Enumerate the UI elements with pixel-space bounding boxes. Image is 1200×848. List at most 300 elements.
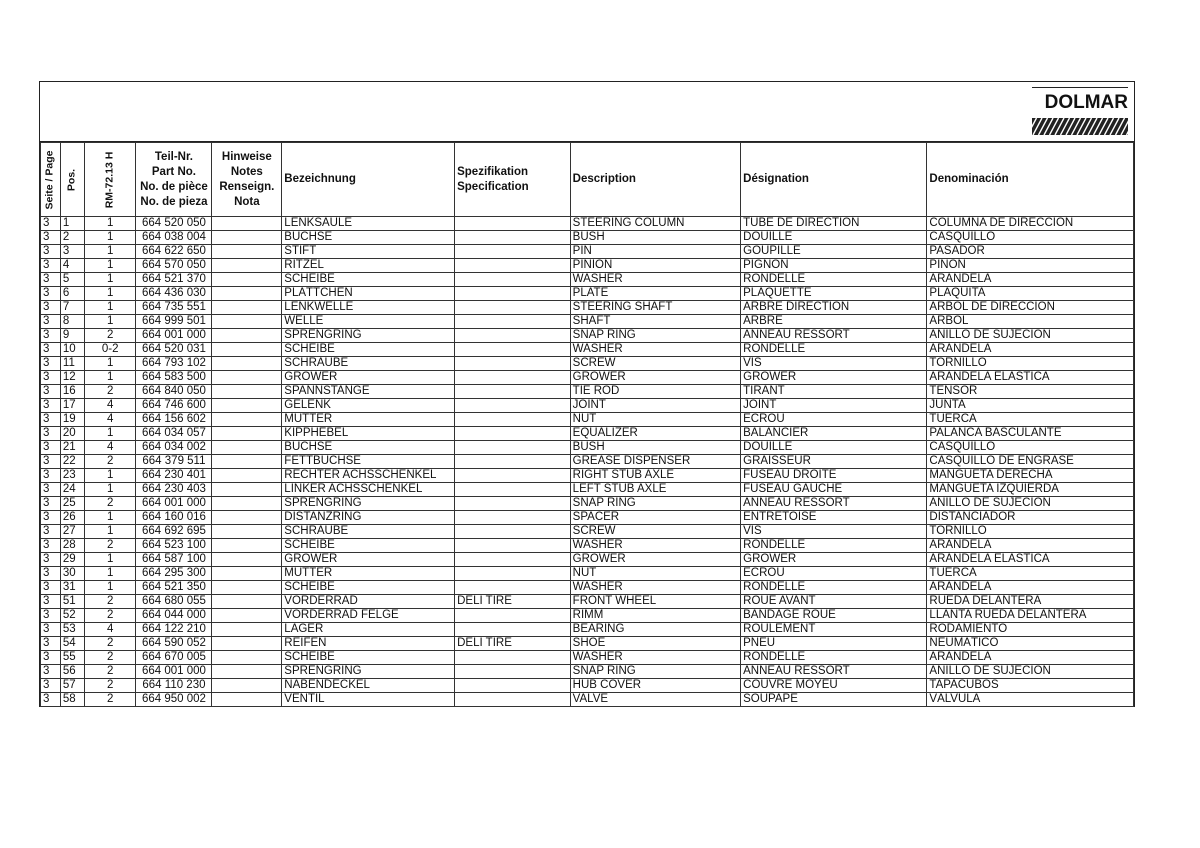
table-row	[41, 231, 1134, 245]
cell-part-no: 664 379 511	[136, 455, 212, 469]
cell-description: SCREW	[570, 525, 740, 539]
cell-description: WASHER	[570, 581, 740, 595]
cell-part-no: 664 001 000	[136, 329, 212, 343]
table-body	[41, 217, 1134, 707]
cell-qty: 1	[84, 567, 136, 581]
header-pos: Pos.	[60, 143, 84, 217]
header-notes: Hinweise Notes Renseign. Nota	[212, 143, 282, 217]
cell-description: GREASE DISPENSER	[570, 455, 740, 469]
cell-pos: 31	[60, 581, 84, 595]
cell-spezifikation: DELI TIRE	[455, 595, 571, 609]
cell-page: 3	[41, 539, 61, 553]
cell-notes	[212, 497, 282, 511]
table-row	[41, 413, 1134, 427]
cell-denominacion: CASQUILLO	[927, 441, 1134, 455]
table-row	[41, 357, 1134, 371]
cell-pos: 17	[60, 399, 84, 413]
cell-pos: 30	[60, 567, 84, 581]
cell-bezeichnung: LENKSÄULE	[282, 217, 455, 231]
cell-pos: 55	[60, 651, 84, 665]
cell-spezifikation	[455, 497, 571, 511]
cell-designation: COUVRE MOYEU	[741, 679, 927, 693]
cell-qty: 2	[84, 679, 136, 693]
cell-spezifikation	[455, 623, 571, 637]
cell-pos: 3	[60, 245, 84, 259]
cell-bezeichnung: SPANNSTANGE	[282, 385, 455, 399]
cell-bezeichnung: RITZEL	[282, 259, 455, 273]
cell-description: NUT	[570, 567, 740, 581]
cell-denominacion: TUERCA	[927, 413, 1134, 427]
cell-qty: 2	[84, 455, 136, 469]
cell-spezifikation	[455, 287, 571, 301]
cell-page: 3	[41, 371, 61, 385]
cell-description: WASHER	[570, 343, 740, 357]
logo-stripes-icon	[1032, 118, 1128, 135]
cell-designation: BANDAGE ROUE	[741, 609, 927, 623]
cell-bezeichnung: SPRENGRING	[282, 329, 455, 343]
cell-designation: TIRANT	[741, 385, 927, 399]
cell-denominacion: ANILLO DE SUJECIÓN	[927, 665, 1134, 679]
cell-notes	[212, 273, 282, 287]
cell-designation: JOINT	[741, 399, 927, 413]
cell-part-no: 664 044 000	[136, 609, 212, 623]
cell-page: 3	[41, 287, 61, 301]
table-row	[41, 511, 1134, 525]
cell-qty: 1	[84, 273, 136, 287]
table-row	[41, 483, 1134, 497]
cell-description: BEARING	[570, 623, 740, 637]
cell-pos: 28	[60, 539, 84, 553]
cell-notes	[212, 693, 282, 707]
cell-part-no: 664 156 602	[136, 413, 212, 427]
cell-notes	[212, 623, 282, 637]
cell-part-no: 664 680 055	[136, 595, 212, 609]
table-row	[41, 665, 1134, 679]
cell-notes	[212, 539, 282, 553]
cell-part-no: 664 034 057	[136, 427, 212, 441]
cell-notes	[212, 441, 282, 455]
cell-notes	[212, 315, 282, 329]
cell-description: TIE ROD	[570, 385, 740, 399]
cell-qty: 2	[84, 329, 136, 343]
cell-page: 3	[41, 497, 61, 511]
cell-part-no: 664 523 100	[136, 539, 212, 553]
cell-notes	[212, 301, 282, 315]
cell-description: RIGHT STUB AXLE	[570, 469, 740, 483]
cell-designation: RONDELLE	[741, 581, 927, 595]
cell-spezifikation	[455, 553, 571, 567]
cell-designation: PIGNON	[741, 259, 927, 273]
cell-description: BUSH	[570, 441, 740, 455]
cell-bezeichnung: PLÄTTCHEN	[282, 287, 455, 301]
cell-spezifikation	[455, 441, 571, 455]
cell-description: EQUALIZER	[570, 427, 740, 441]
cell-qty: 1	[84, 315, 136, 329]
cell-notes	[212, 343, 282, 357]
table-row	[41, 623, 1134, 637]
cell-pos: 25	[60, 497, 84, 511]
table-row	[41, 315, 1134, 329]
cell-page: 3	[41, 525, 61, 539]
cell-qty: 1	[84, 371, 136, 385]
cell-notes	[212, 427, 282, 441]
cell-designation: DOUILLE	[741, 231, 927, 245]
brand-logo	[1032, 87, 1128, 137]
cell-part-no: 664 999 501	[136, 315, 212, 329]
cell-notes	[212, 385, 282, 399]
cell-notes	[212, 399, 282, 413]
cell-denominacion: LLANTA RUEDA DELANTERA	[927, 609, 1134, 623]
cell-notes	[212, 525, 282, 539]
cell-bezeichnung: SCHEIBE	[282, 343, 455, 357]
cell-spezifikation	[455, 651, 571, 665]
cell-qty: 1	[84, 427, 136, 441]
cell-description: WASHER	[570, 539, 740, 553]
cell-description: HUB COVER	[570, 679, 740, 693]
cell-description: PLATE	[570, 287, 740, 301]
cell-pos: 5	[60, 273, 84, 287]
cell-designation: TUBE DE DIRECTION	[741, 217, 927, 231]
cell-designation: ENTRETOISE	[741, 511, 927, 525]
cell-denominacion: TAPACUBOS	[927, 679, 1134, 693]
cell-spezifikation	[455, 693, 571, 707]
cell-denominacion: ARANDELA	[927, 539, 1134, 553]
cell-part-no: 664 038 004	[136, 231, 212, 245]
cell-pos: 4	[60, 259, 84, 273]
cell-pos: 53	[60, 623, 84, 637]
cell-notes	[212, 287, 282, 301]
cell-part-no: 664 034 002	[136, 441, 212, 455]
cell-bezeichnung: MUTTER	[282, 567, 455, 581]
table-row	[41, 287, 1134, 301]
cell-designation: ANNEAU RESSORT	[741, 665, 927, 679]
cell-page: 3	[41, 343, 61, 357]
cell-spezifikation	[455, 455, 571, 469]
cell-bezeichnung: VENTIL	[282, 693, 455, 707]
cell-part-no: 664 587 100	[136, 553, 212, 567]
cell-description: STEERING COLUMN	[570, 217, 740, 231]
cell-denominacion: PALANCA BASCULANTE	[927, 427, 1134, 441]
cell-denominacion: ARANDELA ELÁSTICA	[927, 553, 1134, 567]
cell-designation: DOUILLE	[741, 441, 927, 455]
cell-pos: 51	[60, 595, 84, 609]
cell-spezifikation	[455, 511, 571, 525]
cell-denominacion: CASQUILLO	[927, 231, 1134, 245]
cell-bezeichnung: FETTBUCHSE	[282, 455, 455, 469]
cell-description: SNAP RING	[570, 497, 740, 511]
sheet-header	[40, 82, 1134, 142]
cell-page: 3	[41, 483, 61, 497]
table-row	[41, 651, 1134, 665]
cell-notes	[212, 455, 282, 469]
cell-bezeichnung: KIPPHEBEL	[282, 427, 455, 441]
cell-qty: 2	[84, 637, 136, 651]
cell-qty: 2	[84, 595, 136, 609]
cell-denominacion: ANILLO DE SUJECIÓN	[927, 497, 1134, 511]
cell-page: 3	[41, 217, 61, 231]
cell-spezifikation	[455, 427, 571, 441]
table-row	[41, 609, 1134, 623]
cell-denominacion: ARANDELA	[927, 343, 1134, 357]
cell-qty: 4	[84, 399, 136, 413]
cell-pos: 23	[60, 469, 84, 483]
cell-page: 3	[41, 511, 61, 525]
cell-part-no: 664 230 401	[136, 469, 212, 483]
table-row	[41, 399, 1134, 413]
cell-page: 3	[41, 665, 61, 679]
cell-designation: ARBRE	[741, 315, 927, 329]
cell-part-no: 664 570 050	[136, 259, 212, 273]
cell-pos: 11	[60, 357, 84, 371]
cell-description: NUT	[570, 413, 740, 427]
header-spezifikation: Spezifikation Specification	[455, 143, 571, 217]
cell-qty: 1	[84, 245, 136, 259]
cell-page: 3	[41, 595, 61, 609]
cell-part-no: 664 746 600	[136, 399, 212, 413]
cell-description: JOINT	[570, 399, 740, 413]
cell-denominacion: CASQUILLO DE ENGRASE	[927, 455, 1134, 469]
cell-pos: 6	[60, 287, 84, 301]
cell-spezifikation	[455, 413, 571, 427]
cell-spezifikation	[455, 329, 571, 343]
table-row	[41, 427, 1134, 441]
cell-notes	[212, 567, 282, 581]
cell-spezifikation	[455, 357, 571, 371]
cell-pos: 56	[60, 665, 84, 679]
cell-page: 3	[41, 273, 61, 287]
cell-pos: 7	[60, 301, 84, 315]
cell-description: SNAP RING	[570, 329, 740, 343]
cell-part-no: 664 735 551	[136, 301, 212, 315]
cell-part-no: 664 793 102	[136, 357, 212, 371]
cell-spezifikation	[455, 679, 571, 693]
cell-page: 3	[41, 679, 61, 693]
cell-denominacion: ARANDELA	[927, 581, 1134, 595]
cell-designation: ROULEMENT	[741, 623, 927, 637]
cell-denominacion: DISTANCIADOR	[927, 511, 1134, 525]
cell-designation: PNEU	[741, 637, 927, 651]
cell-denominacion: TENSOR	[927, 385, 1134, 399]
cell-notes	[212, 651, 282, 665]
table-row	[41, 525, 1134, 539]
cell-denominacion: NEUMÁTICO	[927, 637, 1134, 651]
cell-pos: 27	[60, 525, 84, 539]
cell-description: PINION	[570, 259, 740, 273]
table-row	[41, 497, 1134, 511]
table-row	[41, 329, 1134, 343]
cell-notes	[212, 665, 282, 679]
cell-designation: VIS	[741, 357, 927, 371]
cell-bezeichnung: NABENDECKEL	[282, 679, 455, 693]
cell-part-no: 664 692 695	[136, 525, 212, 539]
cell-denominacion: RUEDA DELANTERA	[927, 595, 1134, 609]
cell-denominacion: JUNTA	[927, 399, 1134, 413]
cell-spezifikation	[455, 665, 571, 679]
cell-part-no: 664 520 050	[136, 217, 212, 231]
cell-spezifikation	[455, 539, 571, 553]
cell-bezeichnung: GROWER	[282, 553, 455, 567]
cell-description: GROWER	[570, 553, 740, 567]
cell-page: 3	[41, 469, 61, 483]
cell-qty: 2	[84, 385, 136, 399]
cell-qty: 1	[84, 511, 136, 525]
cell-bezeichnung: VORDERRAD FELGE	[282, 609, 455, 623]
cell-description: GROWER	[570, 371, 740, 385]
cell-description: WASHER	[570, 651, 740, 665]
cell-designation: ECROU	[741, 413, 927, 427]
cell-qty: 1	[84, 231, 136, 245]
cell-spezifikation	[455, 385, 571, 399]
cell-designation: ARBRE DIRECTION	[741, 301, 927, 315]
cell-description: SNAP RING	[570, 665, 740, 679]
cell-pos: 22	[60, 455, 84, 469]
cell-description: WASHER	[570, 273, 740, 287]
cell-spezifikation	[455, 301, 571, 315]
cell-bezeichnung: SCHEIBE	[282, 539, 455, 553]
cell-bezeichnung: WELLE	[282, 315, 455, 329]
table-row	[41, 637, 1134, 651]
cell-part-no: 664 840 050	[136, 385, 212, 399]
cell-qty: 1	[84, 525, 136, 539]
cell-notes	[212, 371, 282, 385]
cell-denominacion: VÁLVULA	[927, 693, 1134, 707]
cell-spezifikation	[455, 483, 571, 497]
cell-pos: 21	[60, 441, 84, 455]
cell-spezifikation	[455, 469, 571, 483]
cell-denominacion: COLUMNA DE DIRECCIÓN	[927, 217, 1134, 231]
cell-part-no: 664 122 210	[136, 623, 212, 637]
cell-part-no: 664 110 230	[136, 679, 212, 693]
cell-notes	[212, 595, 282, 609]
table-row	[41, 553, 1134, 567]
table-row	[41, 259, 1134, 273]
cell-description: LEFT STUB AXLE	[570, 483, 740, 497]
cell-spezifikation	[455, 567, 571, 581]
table-row	[41, 455, 1134, 469]
cell-notes	[212, 553, 282, 567]
cell-bezeichnung: SCHEIBE	[282, 651, 455, 665]
cell-page: 3	[41, 399, 61, 413]
cell-bezeichnung: SPRENGRING	[282, 665, 455, 679]
cell-notes	[212, 413, 282, 427]
cell-page: 3	[41, 301, 61, 315]
cell-part-no: 664 950 002	[136, 693, 212, 707]
cell-page: 3	[41, 637, 61, 651]
cell-page: 3	[41, 567, 61, 581]
cell-page: 3	[41, 623, 61, 637]
cell-bezeichnung: SCHRAUBE	[282, 525, 455, 539]
cell-denominacion: ARANDELA ELÁSTICA	[927, 371, 1134, 385]
cell-page: 3	[41, 413, 61, 427]
cell-description: FRONT WHEEL	[570, 595, 740, 609]
table-row	[41, 581, 1134, 595]
cell-bezeichnung: LINKER ACHSSCHENKEL	[282, 483, 455, 497]
cell-pos: 12	[60, 371, 84, 385]
cell-spezifikation	[455, 399, 571, 413]
cell-notes	[212, 679, 282, 693]
cell-designation: VIS	[741, 525, 927, 539]
cell-description: BUSH	[570, 231, 740, 245]
cell-pos: 52	[60, 609, 84, 623]
cell-pos: 54	[60, 637, 84, 651]
table-row	[41, 441, 1134, 455]
cell-part-no: 664 230 403	[136, 483, 212, 497]
cell-bezeichnung: STIFT	[282, 245, 455, 259]
cell-pos: 57	[60, 679, 84, 693]
cell-qty: 2	[84, 497, 136, 511]
cell-part-no: 664 583 500	[136, 371, 212, 385]
table-row	[41, 301, 1134, 315]
cell-designation: ECROU	[741, 567, 927, 581]
cell-spezifikation	[455, 231, 571, 245]
table-row	[41, 567, 1134, 581]
cell-qty: 4	[84, 413, 136, 427]
cell-pos: 9	[60, 329, 84, 343]
cell-notes	[212, 329, 282, 343]
cell-denominacion: ARANDELA	[927, 273, 1134, 287]
cell-designation: ANNEAU RESSORT	[741, 497, 927, 511]
table-row	[41, 245, 1134, 259]
cell-page: 3	[41, 553, 61, 567]
cell-spezifikation	[455, 315, 571, 329]
cell-pos: 24	[60, 483, 84, 497]
cell-page: 3	[41, 455, 61, 469]
cell-denominacion: ANILLO DE SUJECIÓN	[927, 329, 1134, 343]
cell-bezeichnung: RECHTER ACHSSCHENKEL	[282, 469, 455, 483]
cell-pos: 29	[60, 553, 84, 567]
table-row	[41, 693, 1134, 707]
cell-designation: SOUPAPE	[741, 693, 927, 707]
cell-page: 3	[41, 329, 61, 343]
cell-part-no: 664 436 030	[136, 287, 212, 301]
parts-table	[40, 142, 1134, 707]
cell-qty: 1	[84, 469, 136, 483]
cell-part-no: 664 670 005	[136, 651, 212, 665]
header-description: Description	[570, 143, 740, 217]
cell-description: RIMM	[570, 609, 740, 623]
cell-spezifikation	[455, 273, 571, 287]
cell-pos: 26	[60, 511, 84, 525]
cell-denominacion: MANGUETA DERECHA	[927, 469, 1134, 483]
table-row	[41, 679, 1134, 693]
cell-part-no: 664 520 031	[136, 343, 212, 357]
cell-description: PIN	[570, 245, 740, 259]
cell-denominacion: TORNILLO	[927, 525, 1134, 539]
cell-qty: 1	[84, 217, 136, 231]
cell-pos: 8	[60, 315, 84, 329]
cell-page: 3	[41, 315, 61, 329]
cell-denominacion: RODAMIENTO	[927, 623, 1134, 637]
cell-designation: GROWER	[741, 553, 927, 567]
cell-pos: 19	[60, 413, 84, 427]
cell-page: 3	[41, 651, 61, 665]
header-qty: RM-72.13 H	[84, 143, 136, 217]
cell-qty: 1	[84, 259, 136, 273]
cell-bezeichnung: MUTTER	[282, 413, 455, 427]
cell-notes	[212, 469, 282, 483]
table-row	[41, 273, 1134, 287]
cell-spezifikation	[455, 343, 571, 357]
cell-pos: 1	[60, 217, 84, 231]
cell-description: SCREW	[570, 357, 740, 371]
cell-bezeichnung: SCHEIBE	[282, 581, 455, 595]
cell-page: 3	[41, 357, 61, 371]
cell-denominacion: MANGUETA IZQUIERDA	[927, 483, 1134, 497]
cell-designation: BALANCIER	[741, 427, 927, 441]
cell-page: 3	[41, 427, 61, 441]
cell-qty: 1	[84, 553, 136, 567]
header-part-no: Teil-Nr. Part No. No. de pièce No. de pieza	[136, 143, 212, 217]
